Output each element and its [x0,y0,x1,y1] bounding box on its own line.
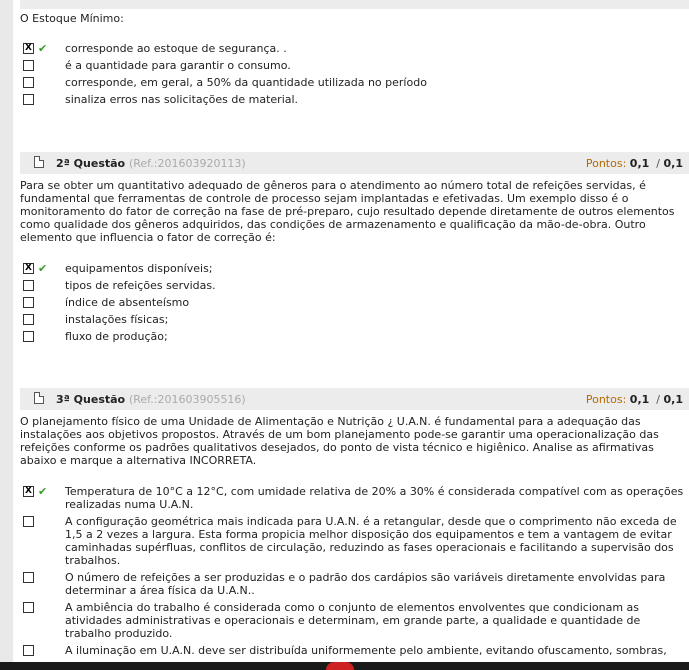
option-text: instalações físicas; [65,313,169,326]
question-3-prompt: O planejamento físico de uma Unidade de Alimentação e Nutrição ¿ U.A.N. é fundamental para a adequação das instalações aos objetivos propostos. Através de um bom planejamento pode-se garantir uma operacionalização das refeições conforme os padrões qualitativos desejados, do ponto de vista técnico e higiênico. Analise as afirmativas abaixo e marque a alternativa INCORRETA. [20,415,659,467]
option-text: sinaliza erros nas solicitações de material. [65,93,299,106]
checkbox[interactable] [23,331,34,342]
checkbox[interactable] [23,77,34,88]
checkbox[interactable] [23,645,34,656]
option-text: O número de refeições a ser produzidas e o padrão dos cardápios são variáveis diretamente envolvidas para determinar a área física da U.A.N.. [65,571,666,597]
taskbar-app-icon[interactable] [326,662,354,670]
checkbox[interactable] [23,280,34,291]
checkbox-checked[interactable]: X [23,263,34,274]
document-icon [34,156,44,168]
question-1-header [20,0,689,9]
document-icon [34,392,44,404]
question-1-prompt: O Estoque Mínimo: [20,12,124,25]
option-text: corresponde, em geral, a 50% da quantidade utilizada no período [65,76,427,89]
checkbox[interactable] [23,297,34,308]
option-text: fluxo de produção; [65,330,168,343]
option-text: índice de absenteísmo [65,296,190,309]
question-3-header [20,388,689,410]
exam-page [13,0,689,670]
option-text: corresponde ao estoque de segurança. . [65,42,287,55]
question-ref: (Ref.:201603905516) [128,393,246,406]
question-title: 2ª Questão (Ref.:201603920113) [56,157,246,170]
correct-check-icon: ✔ [38,262,48,275]
checkbox[interactable] [23,314,34,325]
option-text: A iluminação em U.A.N. deve ser distribuída uniformemente pelo ambiente, evitando ofuscamento, sombras, [65,644,667,657]
checkbox-checked[interactable]: X [23,486,34,497]
option-text: A ambiência do trabalho é considerada como o conjunto de elementos envolventes que condicionam as atividades administrativas e operacionais e determinam, em grande parte, a qualidade e quantidade de trabalho produzido. [65,601,641,640]
option-text: é a quantidade para garantir o consumo. [65,59,291,72]
checkbox-checked[interactable]: X [23,43,34,54]
option-text: equipamentos disponíveis; [65,262,213,275]
correct-check-icon: ✔ [38,42,48,55]
correct-check-icon: ✔ [38,485,48,498]
question-points: Pontos: 0,1 / 0,1 [585,157,683,170]
question-title: 3ª Questão (Ref.:201603905516) [56,393,246,406]
question-2-header [20,152,689,174]
question-ref: (Ref.:201603920113) [128,157,246,170]
question-points: Pontos: 0,1 / 0,1 [585,393,683,406]
checkbox[interactable] [23,94,34,105]
option-text: Temperatura de 10°C a 12°C, com umidade relativa de 20% a 30% é considerada compatível com as operações realizadas numa U.A.N. [65,485,684,511]
option-text: tipos de refeições servidas. [65,279,216,292]
option-text: A configuração geométrica mais indicada para U.A.N. é a retangular, desde que o comprimento não exceda de 1,5 a 2 vezes a largura. Esta forma propicia melhor disposição dos equipamentos e tem a vantagem de evitar caminhadas supérfluas, conflitos de circulação, reduzindo as fases operacionais e facilitando a supervisão dos trabalhos. [65,515,677,567]
question-2-prompt: Para se obter um quantitativo adequado de gêneros para o atendimento ao número total de refeições servidas, é fundamental que ferramentas de controle de processo sejam implantadas e efetivadas. Um exemplo disso é o monitoramento do fator de correção na fase de pré-preparo, cujo resultado depende diretamente de outros elementos como qualidade dos gêneros adquiridos, das condições de armazenamento e qualificação da mão-de-obra. Outro elemento que influencia o fator de correção é: [20,179,675,244]
checkbox[interactable] [23,60,34,71]
checkbox[interactable] [23,516,34,527]
checkbox[interactable] [23,572,34,583]
checkbox[interactable] [23,602,34,613]
